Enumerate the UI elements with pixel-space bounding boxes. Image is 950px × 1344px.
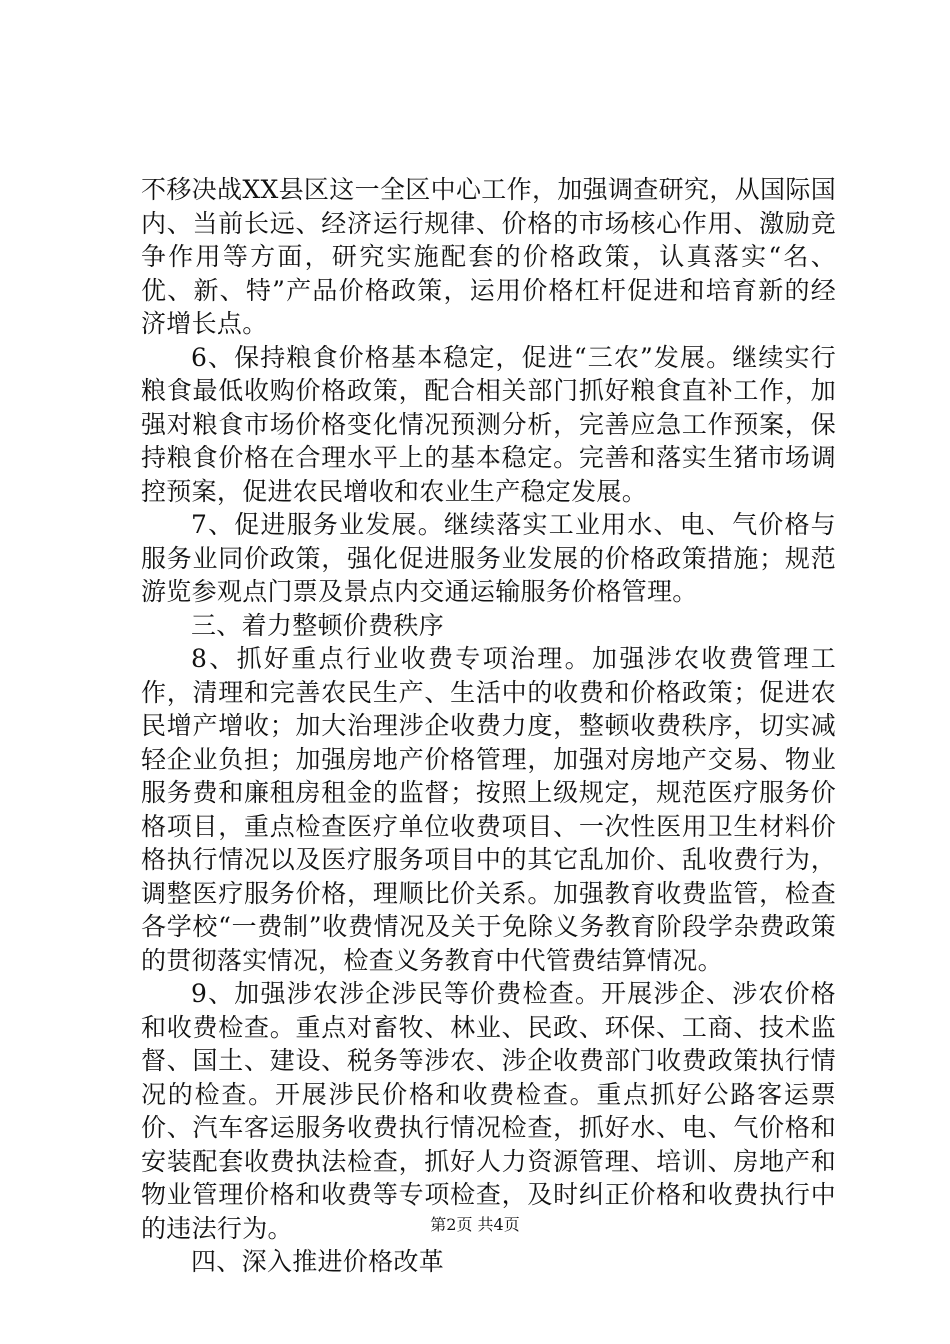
paragraph-item-9: 9、加强涉农涉企涉民等价费检查。开展涉企、涉农价格和收费检查。重点对畜牧、林业、民政、环保、工商、技术监督、国土、建设、税务等涉农、涉企收费部门收费政策执行情况的检查。开展涉民价格和收费检查。重点抓好公路客运票价、汽车客运服务收费执行情况检查，抓好水、电、气价格和安装配套收费执法检查，抓好人力资源管理、培训、房地产和物业管理价格和收费等专项检查，及时纠正价格和收费执行中的违法行为。 [141, 979, 836, 1243]
paragraph-item-7: 7、促进服务业发展。继续落实工业用水、电、气价格与服务业同价政策，强化促进服务业发展的价格政策措施；规范游览参观点门票及景点内交通运输服务价格管理。 [141, 510, 836, 606]
paragraph-continuation: 不移决战XX县区这一全区中心工作，加强调查研究，从国际国内、当前长远、经济运行规律、价格的市场核心作用、激励竞争作用等方面，研究实施配套的价格政策，认真落实“名、优、新、特”产品价格政策，运用价格杠杆促进和培育新的经济增长点。 [141, 175, 836, 338]
section-heading-3: 三、着力整顿价费秩序 [191, 610, 445, 640]
section-heading-4: 四、深入推进价格改革 [191, 1247, 445, 1276]
paragraph-item-6: 6、保持粮食价格基本稳定，促进“三农”发展。继续实行粮食最低收购价格政策，配合相关部门抓好粮食直补工作，加强对粮食市场价格变化情况预测分析，完善应急工作预案，保持粮食价格在合理水平上的基本稳定。完善和落实生猪市场调控预案，促进农民增收和农业生产稳定发展。 [141, 342, 836, 506]
page-number-footer: 第2页 共4页 [430, 1215, 520, 1234]
document-body [141, 173, 836, 1279]
paragraph-item-8: 8、抓好重点行业收费专项治理。加强涉农收费管理工作，清理和完善农民生产、生活中的收费和价格政策；促进农民增产增收；加大治理涉企收费力度，整顿收费秩序，切实减轻企业负担；加强房地产价格管理，加强对房地产交易、物业服务费和廉租房租金的监督；按照上级规定，规范医疗服务价格项目，重点检查医疗单位收费项目、一次性医用卫生材料价格执行情况以及医疗服务项目中的其它乱加价、乱收费行为，调整医疗服务价格，理顺比价关系。加强教育收费监管，检查各学校“一费制”收费情况及关于免除义务教育阶段学杂费政策的贯彻落实情况，检查义务教育中代管费结算情况。 [141, 644, 836, 975]
